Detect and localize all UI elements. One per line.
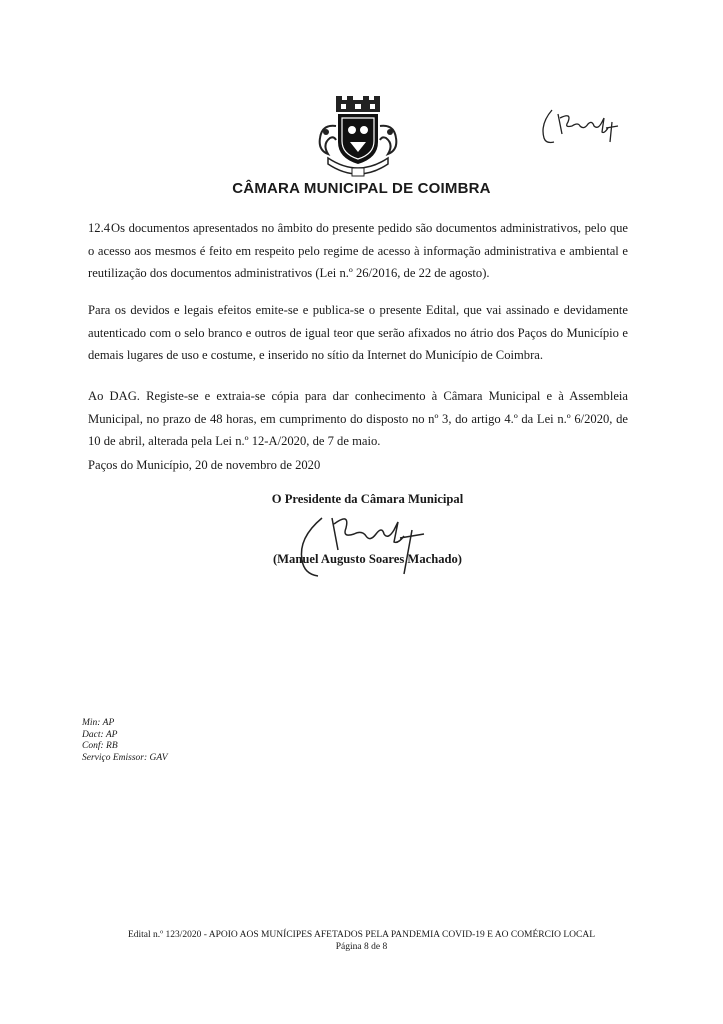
document-credits [82,718,168,764]
paragraph-dag: Ao DAG. Registe-se e extraia-se cópia para dar conhecimento à Câmara Municipal e à Assembleia Municipal, no prazo de 48 horas, em cumprimento do disposto no nº 3, do artigo 4.º da Lei n.º 6/2020, de 10 de abril, alterada pela Lei n.º 12-A/2020, de 7 de maio. [88,389,628,448]
paragraph-12-4 [88,217,628,285]
credit-min: Min: AP [82,718,115,728]
credit-dact: Dact: AP [82,729,118,740]
closing-date: Paços do Município, 20 de novembro de 2020 [88,458,321,472]
credit-conf: Conf: RB [82,741,118,751]
paragraph-number: 12.4 [88,221,111,235]
paragraph-text: Os documentos apresentados no âmbito do presente pedido são documentos administrativos, pelo que o acesso aos mesmos é feito em respeito pelo regime de acesso à informação administrativa e ambiental e reutilização dos documentos administrativos (Lei n.º 26/2016, de 22 de agosto). [88,221,628,280]
signer-title: O Presidente da Câmara Municipal [271,492,464,506]
footer-edital: Edital n.º 123/2020 - APOIO AOS MUNÍCIPES AFETADOS PELA PANDEMIA COVID-19 E AO COMÉRCIO LOCAL [127,930,596,940]
page-footer [0,929,723,953]
signer-name: (Manuel Augusto Soares Machado) [272,552,463,566]
credit-issuer: Serviço Emissor: GAV [82,752,168,763]
footer-page-number: Página 8 de 8 [335,942,388,952]
handwritten-signature [288,504,448,584]
paragraph-edital: Para os devidos e legais efeitos emite-se e publica-se o presente Edital, que vai assinado e devidamente autenticado com o selo branco e outros de igual teor que serão afixados no átrio dos Paços do Município e demais lugares de uso e costume, e inserido no sítio da Internet do Município de Coimbra. [88,303,628,362]
page-title: CÂMARA MUNICIPAL DE COIMBRA [232,180,491,197]
handwritten-initials [538,104,628,148]
coat-of-arms-icon [308,96,408,178]
